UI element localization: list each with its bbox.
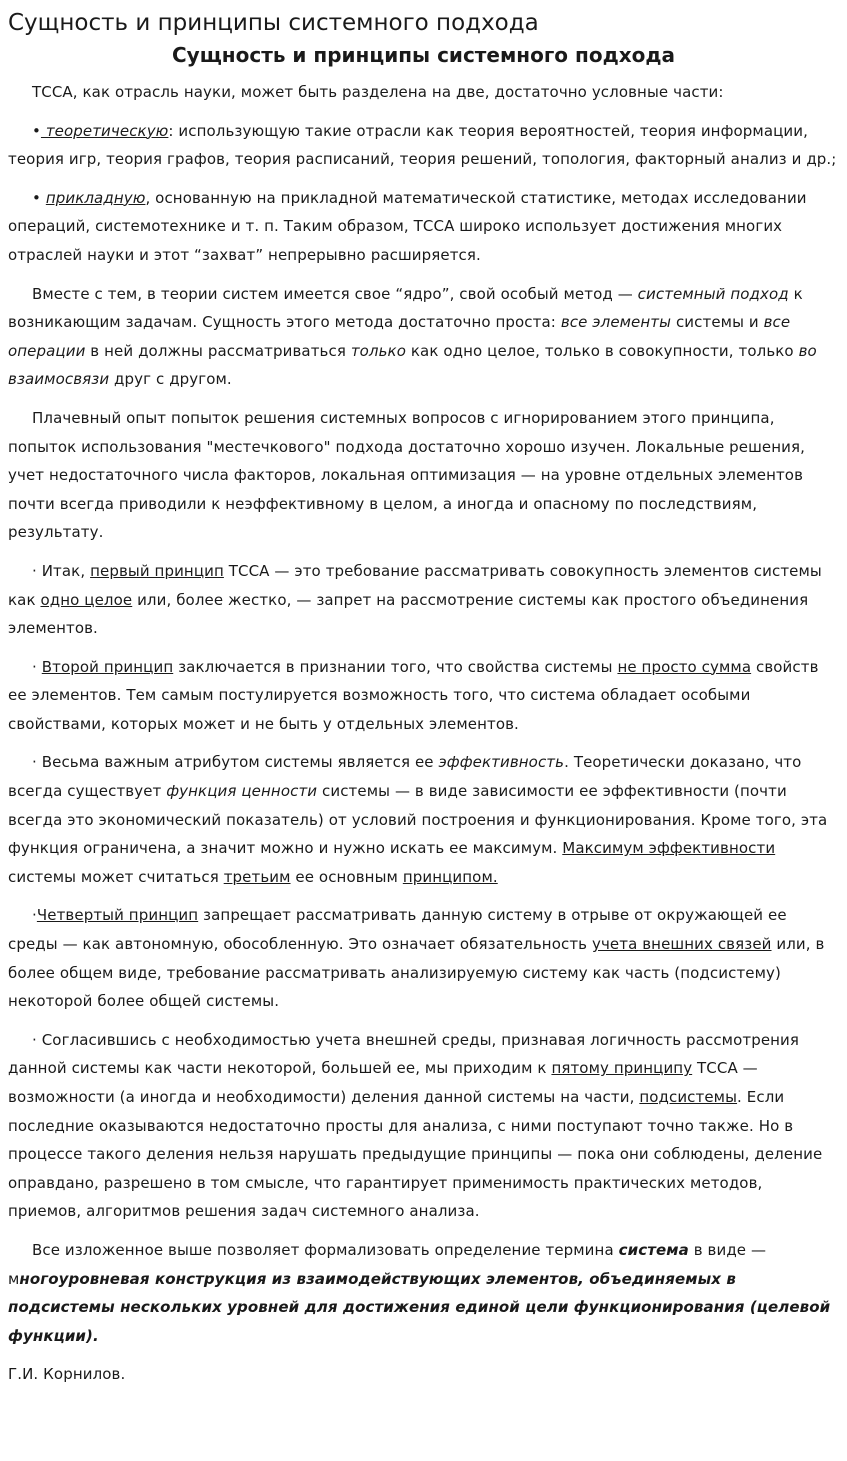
paragraph-system-approach [8,280,839,394]
text-fragment: как одно целое, только в совокупности, только [406,341,799,360]
underline-second-principle: Второй принцип [41,657,174,676]
emphasis-system-approach: системный подход [637,284,789,303]
text-fragment: свойств ее элементов. Тем самым постулируется возможность того, что система обладает особыми свойствами, которых может и не быть у отдельных элементов. [8,657,819,733]
paragraph-theoretical [8,117,839,174]
paragraph-applied [8,184,839,270]
text-fragment: · Согласившись с необходимостью учета внешней среды, признавая логичность рассмотрения данной системы как части некоторой, большей ее, мы приходим к [8,1030,800,1078]
text-fragment: системы и [671,313,764,332]
text-fragment: в ней должны рассматриваться [85,341,351,360]
emphasis-value-function: функция ценности [166,782,318,801]
paragraph-first-principle [8,557,839,643]
underline-principle: принципом. [402,867,498,886]
emphasis-interrelation: во взаимосвязи [8,341,817,389]
bold-definition: ногоуровневая конструкция из взаимодействующих элементов, объединяемых в подсистемы нескольких уровней для достижения единой цели функционирования (целевой функции). [8,1269,831,1345]
text-fragment: · [32,906,37,925]
bullet: • [32,188,46,207]
author-signature: Г.И. Корнилов. [8,1365,126,1384]
article-heading: Сущность и принципы системного подхода [171,43,676,67]
text-fragment: запрещает рассматривать данную систему в отрыве от окружающей ее среды — как автономную, обособленную. Это означает обязательность [8,906,787,954]
text-fragment: . Если последние оказываются недостаточно просты для анализа, с ними поступают точно также. Но в процессе такого деления нельзя нарушать предыдущие принципы — пока они соблюдены, деление оправдано, разрешено в том смысле, что гарантирует применимость практических методов, приемов, алгоритмов решения задач системного анализа. [8,1088,823,1221]
paragraph-text: , основанную на прикладной математической статистике, методах исследовании операций, системотехнике и т. п. Таким образом, ТССА широко использует достижения многих отраслей науки и этот “захват” непрерывно расширяется. [8,188,807,264]
underline-one-whole: одно целое [40,590,133,609]
paragraph-definition [8,1236,839,1350]
text-fragment: в виде — м [8,1240,767,1288]
underline-subsystems: подсистемы [639,1088,738,1106]
underline-max-efficiency: Максимум эффективности [562,839,776,858]
term-applied: прикладную [45,188,146,207]
paragraph-second-principle [8,653,839,739]
emphasis-only: только [350,341,406,360]
paragraph-local-approach: Плачевный опыт попыток решения системных вопросов с игнорированием этого принципа, попыток использования "местечкового" подхода достаточно хорошо изучен. Локальные решения, учет недостаточного числа факторов, локальная оптимизация — на уровне отдельных элементов почти всегда приводили к неэффективному в целом, а иногда и опасному по последствиям, результату. [8,408,806,542]
text-fragment: заключается в признании того, что свойства системы [173,657,618,676]
term-theoretical: теоретическую [40,121,169,140]
emphasis-all-elements: все элементы [560,313,672,332]
paragraph-third-principle [8,748,839,891]
paragraph-fourth-principle [8,901,839,1015]
text-fragment: или, в более общем виде, требование рассматривать анализируемую систему как часть (подсистему) некоторой более общей системы. [8,935,825,1011]
text-fragment: системы может считаться [8,867,224,886]
text-fragment: · Итак, [32,561,91,580]
underline-fifth-principle: пятому принципу [551,1059,693,1078]
underline-first-principle: первый принцип [90,561,224,580]
text-fragment: · Весьма важным атрибутом системы является ее [32,753,439,772]
text-fragment: ТССА — это требование рассматривать совокупность элементов системы как [8,561,822,609]
text-fragment: Все изложенное выше позволяет формализовать определение термина [32,1240,619,1259]
text-fragment: друг с другом. [109,370,232,389]
paragraph-fifth-principle [8,1026,839,1226]
underline-fourth-principle: Четвертый принцип [36,906,199,925]
text-fragment: системы — в виде зависимости ее эффективности (почти всегда это экономический показатель) от условий построения и функционирования. Кроме того, эта функция ограничена, а значит можно и нужно искать ее максимум. [8,782,828,858]
text-fragment: · [32,657,42,676]
bold-term-system: система [618,1240,689,1259]
text-fragment: Вместе с тем, в теории систем имеется свое “ядро”, свой особый метод — [32,284,638,303]
page-title: Сущность и принципы системного подхода [8,10,539,36]
paragraph-text: : использующую такие отрасли как теория вероятностей, теория информации, теория игр, теория графов, теория расписаний, теория решений, топология, факторный анализ и др.; [8,121,837,169]
emphasis-all-operations: все операции [8,313,791,360]
underline-third: третьим [223,867,291,886]
text-fragment: ТССА — возможности (а иногда и необходимости) деления данной системы на части, [8,1059,758,1106]
bullet: • [32,121,41,140]
text-fragment: или, более жестко, — запрет на рассмотрение системы как простого объединения элементов. [8,590,809,638]
text-fragment: к возникающим задачам. Сущность этого метода достаточно проста: [8,284,803,332]
underline-external-links: учета внешних связей [591,935,772,954]
underline-not-just-sum: не просто сумма [617,657,752,676]
text-fragment: ее основным [290,867,403,886]
emphasis-efficiency: эффективность [438,753,565,772]
text-fragment: . Теоретически доказано, что всегда существует [8,753,802,801]
paragraph-intro: ТССА, как отрасль науки, может быть разделена на две, достаточно условные части: [32,83,724,101]
